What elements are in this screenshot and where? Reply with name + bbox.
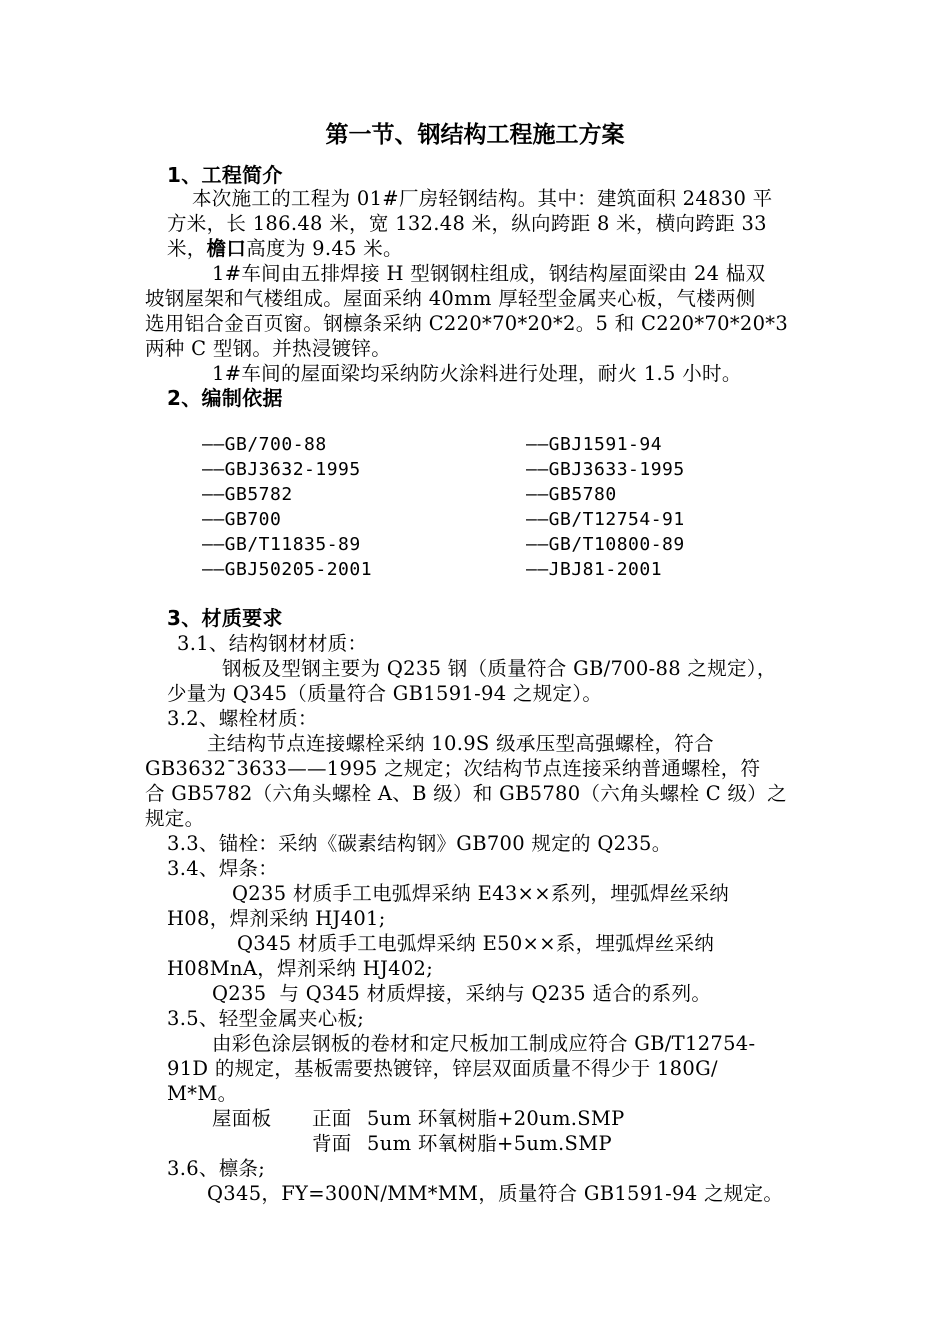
standard-item: ——GB/T12754-91: [526, 509, 685, 530]
paragraph-line: Q345，FY=300N/MM*MM，质量符合 GB1591-94 之规定。: [207, 1182, 784, 1205]
standard-item: ——GB700: [202, 509, 282, 530]
standard-item: ——GB/T10800-89: [526, 534, 685, 555]
paragraph-line: 主结构节点连接螺栓采纳 10.9S 级承压型高强螺栓，符合: [207, 732, 714, 755]
roof-panel-label: 屋面板: [212, 1107, 272, 1130]
paragraph-line: Q345 材质手工电弧焊采纳 E50××系，埋弧焊丝采纳: [237, 932, 715, 955]
subsection-heading: 3.3、锚栓：采纳《碳素结构钢》GB700 规定的 Q235。: [167, 832, 672, 855]
paragraph-line: Q235 材质手工电弧焊采纳 E43××系列，埋弧焊丝采纳: [232, 882, 730, 905]
standard-item: ——GB/T11835-89: [202, 534, 361, 555]
paragraph-line: 规定。: [145, 807, 205, 830]
paragraph-line: 1#车间由五排焊接 H 型钢钢柱组成，钢结构屋面梁由 24 榀双: [212, 262, 766, 285]
paragraph-line: [167, 236, 403, 261]
paragraph-line: 本次施工的工程为 01#厂房轻钢结构。其中：建筑面积 24830 平: [192, 187, 773, 210]
paragraph-line: 由彩色涂层钢板的卷材和定尺板加工制成应符合 GB/T12754-: [212, 1032, 756, 1055]
paragraph-line: M*M。: [167, 1082, 238, 1105]
front-label: 正面: [312, 1107, 352, 1130]
paragraph-line: GB3632¯3633——1995 之规定；次结构节点连接采纳普通螺栓，符: [145, 757, 761, 780]
paragraph-line: 两种 C 型钢。并热浸镀锌。: [145, 337, 392, 360]
paragraph-line: 1#车间的屋面梁均采纳防火涂料进行处理，耐火 1.5 小时。: [212, 362, 742, 385]
paragraph-line: 选用铝合金百页窗。钢檩条采纳 C220*70*20*2。5 和 C220*70*20*3: [145, 312, 789, 335]
paragraph-line: 钢板及型钢主要为 Q235 钢（质量符合 GB/700-88 之规定），: [222, 657, 777, 680]
paragraph-line: H08，焊剂采纳 HJ401;: [167, 907, 386, 930]
section-heading-1: 1、工程简介: [167, 163, 283, 187]
section-heading-2: 2、编制依据: [167, 386, 283, 410]
section-heading-3: 3、材质要求: [167, 606, 283, 630]
paragraph-line: 少量为 Q345（质量符合 GB1591-94 之规定）。: [167, 682, 603, 705]
subsection-heading: 3.4、焊条：: [167, 857, 279, 880]
paragraph-text: 米，: [167, 237, 207, 260]
paragraph-line: 合 GB5782（六角头螺栓 A、B 级）和 GB5780（六角头螺栓 C 级）之: [145, 782, 787, 805]
paragraph-line: H08MnA，焊剂采纳 HJ402;: [167, 957, 434, 980]
standard-item: ——GB5782: [202, 484, 293, 505]
standard-item: ——GBJ3633-1995: [526, 459, 685, 480]
standard-item: ——GB5780: [526, 484, 617, 505]
back-value: 5um 环氧树脂+5um.SMP: [367, 1132, 612, 1155]
standard-item: ——GBJ50205-2001: [202, 559, 373, 580]
subsection-heading: 3.5、轻型金属夹心板;: [167, 1007, 365, 1030]
paragraph-line: 方米，长 186.48 米，宽 132.48 米，纵向跨距 8 米，横向跨距 33: [167, 212, 767, 235]
bold-term: 檐口: [206, 237, 247, 260]
page-title: 第一节、钢结构工程施工方案: [325, 122, 625, 148]
paragraph-line: 91D 的规定，基板需要热镀锌，锌层双面质量不得少于 180G/: [167, 1057, 718, 1080]
subsection-heading: 3.6、檩条;: [167, 1157, 266, 1180]
standard-item: ——GB/700-88: [202, 434, 327, 455]
paragraph-line: 坡钢屋架和气楼组成。屋面采纳 40mm 厚轻型金属夹心板，气楼两侧: [145, 287, 756, 310]
back-label: 背面: [312, 1132, 352, 1155]
front-value: 5um 环氧树脂+20um.SMP: [367, 1107, 625, 1130]
standard-item: ——JBJ81-2001: [526, 559, 663, 580]
subsection-heading: 3.2、螺栓材质：: [167, 707, 318, 730]
standard-item: ——GBJ1591-94: [526, 434, 663, 455]
standard-item: ——GBJ3632-1995: [202, 459, 361, 480]
subsection-heading: 3.1、结构钢材材质：: [177, 632, 368, 655]
paragraph-line: Q235 与 Q345 材质焊接，采纳与 Q235 适合的系列。: [212, 982, 712, 1005]
paragraph-text: 高度为 9.45 米。: [246, 237, 403, 260]
